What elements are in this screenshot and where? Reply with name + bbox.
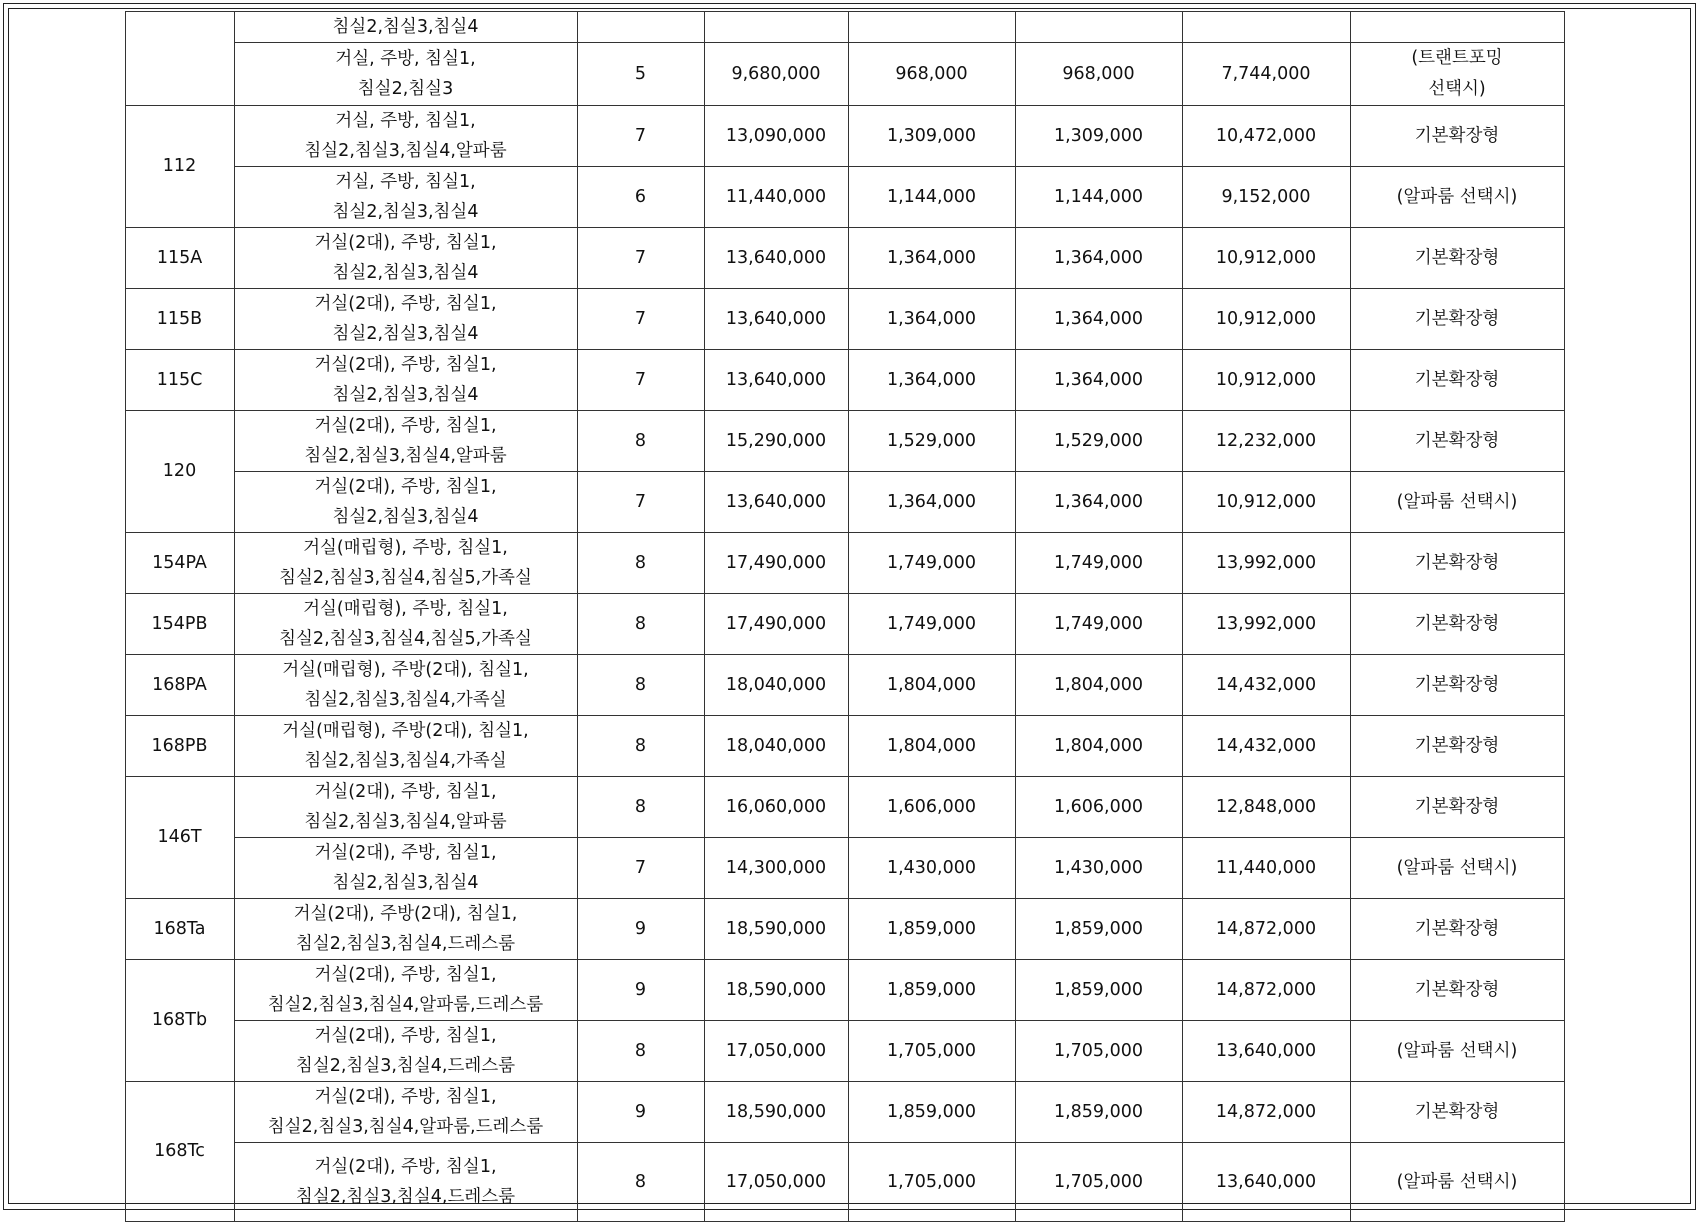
- interim-cell: 1,606,000: [1015, 777, 1182, 838]
- cell-line: 침실2,침실3,침실4,침실5,가족실: [279, 629, 532, 649]
- balance-cell: 12,848,000: [1182, 777, 1350, 838]
- deposit-cell: 1,705,000: [848, 1143, 1015, 1222]
- rooms-cell: [234, 350, 577, 411]
- note-cell: [1350, 838, 1564, 899]
- bays-cell: 8: [577, 594, 704, 655]
- note-cell: [1350, 960, 1564, 1021]
- table-row: [11, 106, 1690, 167]
- bays-cell: 8: [577, 411, 704, 472]
- total-cell: 14,300,000: [704, 838, 848, 899]
- rooms-cell: [234, 899, 577, 960]
- total-cell: 17,490,000: [704, 594, 848, 655]
- total-cell: 18,590,000: [704, 1082, 848, 1143]
- note-cell: [1350, 533, 1564, 594]
- unit-type-cell: [125, 12, 234, 106]
- total-cell: [704, 12, 848, 43]
- bays-cell: 8: [577, 533, 704, 594]
- balance-cell: [1182, 12, 1350, 43]
- rooms-cell: [234, 533, 577, 594]
- table-row: [11, 777, 1690, 838]
- unit-type-cell: 168Ta: [125, 899, 234, 960]
- interim-cell: 1,364,000: [1015, 228, 1182, 289]
- cell-line: 기본확장형: [1414, 979, 1500, 1000]
- cell-line: 거실(2대), 주방, 침실1,: [314, 294, 497, 314]
- deposit-cell: 1,859,000: [848, 1082, 1015, 1143]
- deposit-cell: 1,364,000: [848, 472, 1015, 533]
- rooms-cell: [234, 228, 577, 289]
- deposit-cell: 1,364,000: [848, 289, 1015, 350]
- balance-cell: 9,152,000: [1182, 167, 1350, 228]
- cell-line: 침실2,침실3,침실4: [332, 324, 479, 344]
- cell-line: 침실2,침실3,침실4,드레스룸: [295, 1056, 516, 1076]
- total-cell: 13,640,000: [704, 472, 848, 533]
- deposit-cell: 1,144,000: [848, 167, 1015, 228]
- cell-line: 침실2,침실3,침실4,가족실: [304, 690, 507, 710]
- total-cell: 18,040,000: [704, 655, 848, 716]
- interim-cell: 1,859,000: [1015, 960, 1182, 1021]
- total-cell: 13,640,000: [704, 350, 848, 411]
- deposit-cell: 968,000: [848, 43, 1015, 106]
- cell-line: 기본확장형: [1414, 308, 1500, 329]
- cell-line: (알파룸 선택시): [1396, 857, 1518, 878]
- bays-cell: 8: [577, 777, 704, 838]
- table-row: [11, 411, 1690, 472]
- bays-cell: 8: [577, 655, 704, 716]
- cell-line: 거실(2대), 주방, 침실1,: [314, 416, 497, 436]
- blank-margin-cell: [11, 12, 125, 1222]
- cell-line: 거실(2대), 주방, 침실1,: [314, 233, 497, 253]
- bays-cell: 6: [577, 167, 704, 228]
- cell-line: 침실2,침실3,침실4: [332, 17, 479, 37]
- bays-cell: 7: [577, 289, 704, 350]
- note-cell: [1350, 411, 1564, 472]
- rooms-cell: [234, 12, 577, 43]
- cell-line: 침실2,침실3,침실4,알파룸: [304, 446, 507, 466]
- rooms-cell: [234, 716, 577, 777]
- interim-cell: 1,529,000: [1015, 411, 1182, 472]
- interim-cell: 1,309,000: [1015, 106, 1182, 167]
- cell-line: 기본확장형: [1414, 735, 1500, 756]
- table-row: [11, 716, 1690, 777]
- bays-cell: 5: [577, 43, 704, 106]
- interim-cell: 1,749,000: [1015, 533, 1182, 594]
- note-cell: [1350, 289, 1564, 350]
- note-cell: [1350, 1082, 1564, 1143]
- unit-type-cell: 154PB: [125, 594, 234, 655]
- balance-cell: 10,912,000: [1182, 289, 1350, 350]
- cell-line: 침실2,침실3,침실4,알파룸,드레스룸: [267, 1117, 544, 1137]
- deposit-cell: 1,430,000: [848, 838, 1015, 899]
- balance-cell: 14,432,000: [1182, 655, 1350, 716]
- cell-line: 기본확장형: [1414, 552, 1500, 573]
- cell-line: 거실, 주방, 침실1,: [335, 111, 476, 131]
- cell-line: 거실, 주방, 침실1,: [335, 172, 476, 192]
- interim-cell: 1,804,000: [1015, 655, 1182, 716]
- rooms-cell: [234, 838, 577, 899]
- table-row: [11, 1143, 1690, 1222]
- note-cell: [1350, 655, 1564, 716]
- balance-cell: 10,912,000: [1182, 228, 1350, 289]
- bays-cell: [577, 12, 704, 43]
- cell-line: 침실2,침실3,침실4,알파룸: [304, 141, 507, 161]
- cell-line: (알파룸 선택시): [1396, 1171, 1518, 1192]
- note-cell: [1350, 777, 1564, 838]
- bays-cell: 7: [577, 106, 704, 167]
- cell-line: 거실(매립형), 주방, 침실1,: [303, 599, 508, 619]
- note-cell: [1350, 472, 1564, 533]
- interim-cell: [1015, 12, 1182, 43]
- interim-cell: 1,364,000: [1015, 289, 1182, 350]
- total-cell: 18,590,000: [704, 960, 848, 1021]
- cell-line: 거실(2대), 주방, 침실1,: [314, 843, 497, 863]
- note-cell: [1350, 1021, 1564, 1082]
- unit-type-cell: 168PB: [125, 716, 234, 777]
- total-cell: 15,290,000: [704, 411, 848, 472]
- cell-line: 기본확장형: [1414, 613, 1500, 634]
- bays-cell: 8: [577, 1143, 704, 1222]
- table-row: [11, 838, 1690, 899]
- cell-line: (알파룸 선택시): [1396, 1040, 1518, 1061]
- balance-cell: 12,232,000: [1182, 411, 1350, 472]
- cell-line: 선택시): [1428, 79, 1486, 99]
- balance-cell: 10,912,000: [1182, 472, 1350, 533]
- rooms-cell: [234, 960, 577, 1021]
- cell-line: 침실2,침실3: [357, 79, 454, 99]
- note-cell: [1350, 43, 1564, 106]
- unit-type-cell: 154PA: [125, 533, 234, 594]
- cell-line: 거실(2대), 주방, 침실1,: [314, 355, 497, 375]
- unit-type-cell: 146T: [125, 777, 234, 899]
- balance-cell: 7,744,000: [1182, 43, 1350, 106]
- note-cell: [1350, 106, 1564, 167]
- note-cell: [1350, 167, 1564, 228]
- cell-line: 거실(매립형), 주방(2대), 침실1,: [282, 660, 529, 680]
- cell-line: 기본확장형: [1414, 796, 1500, 817]
- table-row: [11, 12, 1690, 43]
- rooms-cell: [234, 1021, 577, 1082]
- balance-cell: 13,992,000: [1182, 594, 1350, 655]
- cell-line: 거실(매립형), 주방, 침실1,: [303, 538, 508, 558]
- rooms-cell: [234, 472, 577, 533]
- rooms-cell: [234, 1143, 577, 1222]
- cell-line: 침실2,침실3,침실4,알파룸,드레스룸: [267, 995, 544, 1015]
- cell-line: 거실(매립형), 주방(2대), 침실1,: [282, 721, 529, 741]
- deposit-cell: 1,309,000: [848, 106, 1015, 167]
- cell-line: 거실(2대), 주방, 침실1,: [314, 782, 497, 802]
- cell-line: 침실2,침실3,침실4,알파룸: [304, 812, 507, 832]
- rooms-cell: [234, 594, 577, 655]
- interim-cell: 1,364,000: [1015, 350, 1182, 411]
- cell-line: 기본확장형: [1414, 674, 1500, 695]
- note-cell: [1350, 594, 1564, 655]
- table-row: [11, 228, 1690, 289]
- cell-line: 거실(2대), 주방, 침실1,: [314, 477, 497, 497]
- rooms-cell: [234, 1082, 577, 1143]
- deposit-cell: 1,749,000: [848, 594, 1015, 655]
- cell-line: 거실(2대), 주방, 침실1,: [314, 965, 497, 985]
- bays-cell: 7: [577, 228, 704, 289]
- total-cell: 13,090,000: [704, 106, 848, 167]
- rooms-cell: [234, 777, 577, 838]
- total-cell: 17,490,000: [704, 533, 848, 594]
- cell-line: 침실2,침실3,침실4: [332, 873, 479, 893]
- table-row: [11, 899, 1690, 960]
- unit-type-cell: 168Tb: [125, 960, 234, 1082]
- note-cell: [1350, 1143, 1564, 1222]
- deposit-cell: 1,529,000: [848, 411, 1015, 472]
- expansion-cost-table: [11, 11, 1690, 1222]
- bays-cell: 8: [577, 716, 704, 777]
- unit-type-cell: 168PA: [125, 655, 234, 716]
- cell-line: 거실(2대), 주방(2대), 침실1,: [293, 904, 518, 924]
- note-cell: [1350, 350, 1564, 411]
- cell-line: 기본확장형: [1414, 1101, 1500, 1122]
- balance-cell: 10,472,000: [1182, 106, 1350, 167]
- interim-cell: 1,705,000: [1015, 1021, 1182, 1082]
- bays-cell: 7: [577, 472, 704, 533]
- interim-cell: 1,859,000: [1015, 1082, 1182, 1143]
- total-cell: 16,060,000: [704, 777, 848, 838]
- cell-line: 침실2,침실3,침실4: [332, 202, 479, 222]
- cell-line: 기본확장형: [1414, 430, 1500, 451]
- deposit-cell: 1,804,000: [848, 655, 1015, 716]
- unit-type-cell: 168Tc: [125, 1082, 234, 1222]
- cell-line: 침실2,침실3,침실4: [332, 385, 479, 405]
- note-cell: [1350, 228, 1564, 289]
- cell-line: (알파룸 선택시): [1396, 186, 1518, 207]
- rooms-cell: [234, 411, 577, 472]
- bays-cell: 7: [577, 350, 704, 411]
- deposit-cell: 1,859,000: [848, 899, 1015, 960]
- rooms-cell: [234, 655, 577, 716]
- deposit-cell: 1,606,000: [848, 777, 1015, 838]
- table-row: [11, 43, 1690, 106]
- balance-cell: 13,640,000: [1182, 1021, 1350, 1082]
- interim-cell: 1,364,000: [1015, 472, 1182, 533]
- deposit-cell: 1,705,000: [848, 1021, 1015, 1082]
- total-cell: 17,050,000: [704, 1143, 848, 1222]
- deposit-cell: 1,364,000: [848, 228, 1015, 289]
- bays-cell: 9: [577, 899, 704, 960]
- unit-type-cell: 115C: [125, 350, 234, 411]
- cell-line: (트랜트포밍: [1411, 48, 1503, 68]
- cell-line: 기본확장형: [1414, 369, 1500, 390]
- cell-line: 침실2,침실3,침실4,드레스룸: [295, 934, 516, 954]
- interim-cell: 1,859,000: [1015, 899, 1182, 960]
- bays-cell: 7: [577, 838, 704, 899]
- deposit-cell: [848, 12, 1015, 43]
- unit-type-cell: 115B: [125, 289, 234, 350]
- deposit-cell: 1,364,000: [848, 350, 1015, 411]
- table-row: [11, 167, 1690, 228]
- table-row: [11, 1021, 1690, 1082]
- table-row: [11, 533, 1690, 594]
- total-cell: 13,640,000: [704, 289, 848, 350]
- cell-line: 침실2,침실3,침실4,가족실: [304, 751, 507, 771]
- cell-line: 거실(2대), 주방, 침실1,: [314, 1157, 497, 1177]
- balance-cell: 11,440,000: [1182, 838, 1350, 899]
- cell-line: 기본확장형: [1414, 247, 1500, 268]
- balance-cell: 13,640,000: [1182, 1143, 1350, 1222]
- interim-cell: 1,749,000: [1015, 594, 1182, 655]
- cell-line: 침실2,침실3,침실4,침실5,가족실: [279, 568, 532, 588]
- bays-cell: 9: [577, 1082, 704, 1143]
- balance-cell: 14,432,000: [1182, 716, 1350, 777]
- total-cell: 11,440,000: [704, 167, 848, 228]
- table-row: [11, 1082, 1690, 1143]
- table-row: [11, 350, 1690, 411]
- interim-cell: 1,705,000: [1015, 1143, 1182, 1222]
- balance-cell: 10,912,000: [1182, 350, 1350, 411]
- cell-line: (알파룸 선택시): [1396, 491, 1518, 512]
- deposit-cell: 1,804,000: [848, 716, 1015, 777]
- cell-line: 침실2,침실3,침실4,드레스룸: [295, 1187, 516, 1207]
- balance-cell: 14,872,000: [1182, 1082, 1350, 1143]
- bays-cell: 9: [577, 960, 704, 1021]
- rooms-cell: [234, 43, 577, 106]
- interim-cell: 1,430,000: [1015, 838, 1182, 899]
- cell-line: 거실(2대), 주방, 침실1,: [314, 1087, 497, 1107]
- note-cell: [1350, 899, 1564, 960]
- cell-line: 침실2,침실3,침실4: [332, 263, 479, 283]
- note-cell: [1350, 716, 1564, 777]
- cell-line: 거실(2대), 주방, 침실1,: [314, 1026, 497, 1046]
- total-cell: 18,040,000: [704, 716, 848, 777]
- cell-line: 기본확장형: [1414, 125, 1500, 146]
- unit-type-cell: 112: [125, 106, 234, 228]
- balance-cell: 14,872,000: [1182, 960, 1350, 1021]
- table-row: [11, 655, 1690, 716]
- balance-cell: 14,872,000: [1182, 899, 1350, 960]
- rooms-cell: [234, 167, 577, 228]
- note-cell: [1350, 12, 1564, 43]
- rooms-cell: [234, 106, 577, 167]
- cell-line: 기본확장형: [1414, 918, 1500, 939]
- total-cell: 13,640,000: [704, 228, 848, 289]
- total-cell: 18,590,000: [704, 899, 848, 960]
- table-row: [11, 960, 1690, 1021]
- interim-cell: 968,000: [1015, 43, 1182, 106]
- table-row: [11, 472, 1690, 533]
- table-row: [11, 289, 1690, 350]
- bays-cell: 8: [577, 1021, 704, 1082]
- balance-cell: 13,992,000: [1182, 533, 1350, 594]
- cell-line: 거실, 주방, 침실1,: [335, 49, 476, 69]
- total-cell: 9,680,000: [704, 43, 848, 106]
- interim-cell: 1,144,000: [1015, 167, 1182, 228]
- rooms-cell: [234, 289, 577, 350]
- cell-line: 침실2,침실3,침실4: [332, 507, 479, 527]
- total-cell: 17,050,000: [704, 1021, 848, 1082]
- deposit-cell: 1,749,000: [848, 533, 1015, 594]
- unit-type-cell: 115A: [125, 228, 234, 289]
- interim-cell: 1,804,000: [1015, 716, 1182, 777]
- deposit-cell: 1,859,000: [848, 960, 1015, 1021]
- unit-type-cell: 120: [125, 411, 234, 533]
- table-row: [11, 594, 1690, 655]
